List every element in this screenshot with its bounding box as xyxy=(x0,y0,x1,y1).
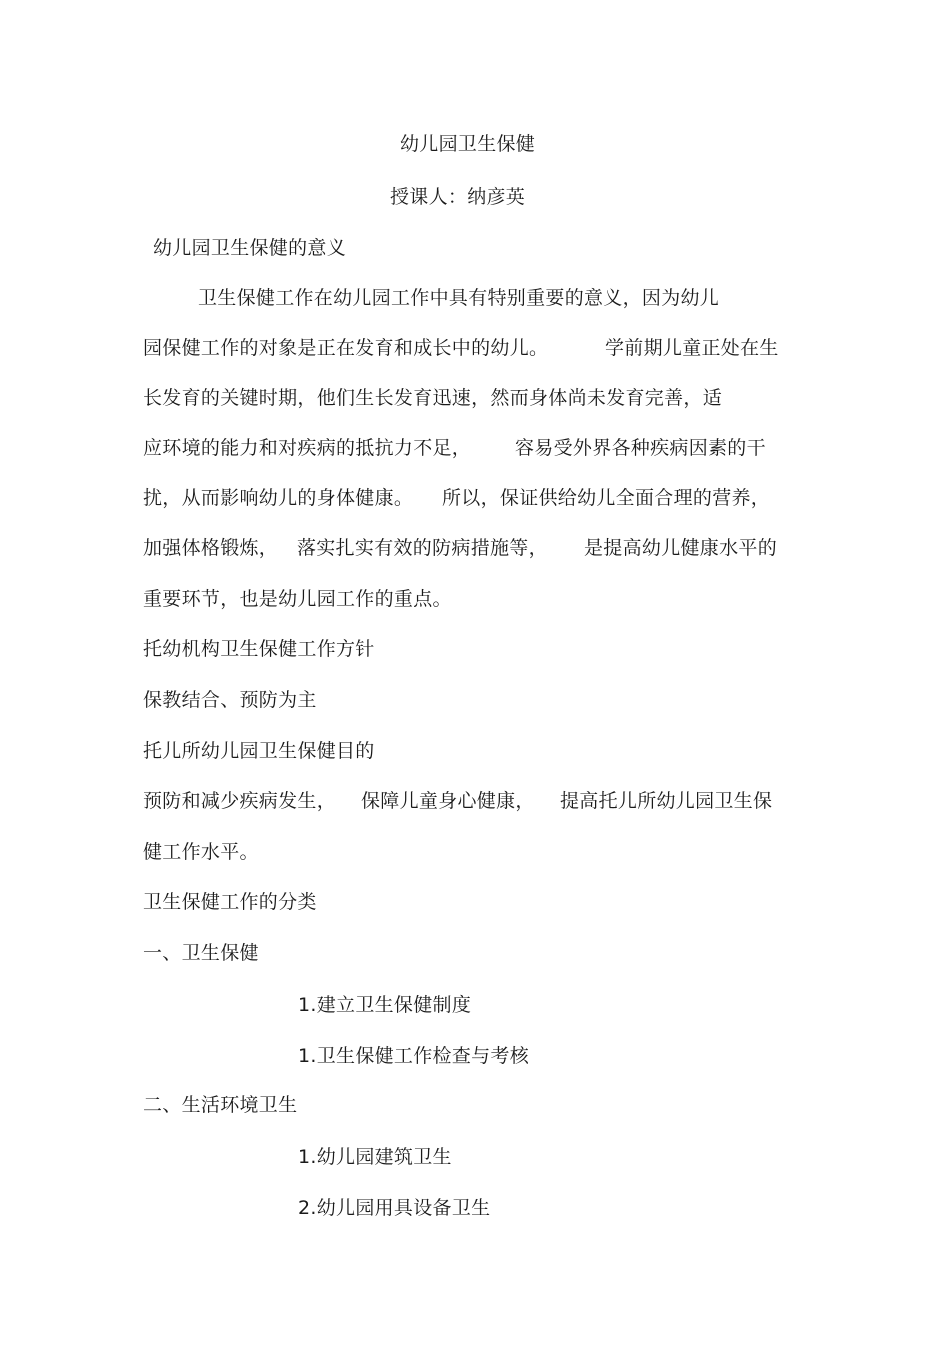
page-title: 幼儿园卫生保健 xyxy=(400,133,536,155)
text-segment: 容易受外界各种疾病因素的干 xyxy=(515,437,766,459)
text-segment: 提高托儿所幼儿园卫生保 xyxy=(560,790,773,812)
section-heading-policy: 托幼机构卫生保健工作方针 xyxy=(143,638,375,660)
section-heading-significance: 幼儿园卫生保健的意义 xyxy=(153,237,347,259)
text-segment: 健工作水平。 xyxy=(143,841,259,863)
text-segment: 是提高幼儿健康水平的 xyxy=(584,537,778,559)
text-segment: 所以，保证供给幼儿全面合理的营养， xyxy=(442,487,771,509)
list-item: 1.建立卫生保健制度 xyxy=(298,994,472,1016)
list-item: 1.幼儿园建筑卫生 xyxy=(298,1146,452,1168)
lecturer-line: 授课人：纳彦英 xyxy=(390,186,526,208)
policy-text: 保教结合、预防为主 xyxy=(143,689,317,711)
section-heading-purpose: 托儿所幼儿园卫生保健目的 xyxy=(143,740,375,762)
text-segment: 长发育的关键时期，他们生长发育迅速，然而身体尚未发育完善，适 xyxy=(143,387,723,409)
text-segment: 卫生保健工作在幼儿园工作中具有特别重要的意义，因为幼儿 xyxy=(198,287,720,309)
section-heading-classification: 卫生保健工作的分类 xyxy=(143,891,317,913)
text-segment: 园保健工作的对象是正在发育和成长中的幼儿。 xyxy=(143,337,549,359)
category-heading: 二、生活环境卫生 xyxy=(143,1094,298,1116)
text-segment: 扰，从而影响幼儿的身体健康。 xyxy=(143,487,414,509)
text-segment: 加强体格锻炼， xyxy=(143,537,279,559)
text-segment: 应环境的能力和对疾病的抵抗力不足， xyxy=(143,437,472,459)
text-segment: 预防和减少疾病发生， xyxy=(143,790,337,812)
text-segment: 重要环节，也是幼儿园工作的重点。 xyxy=(143,588,452,610)
category-heading: 一、卫生保健 xyxy=(143,942,259,964)
list-item: 1.卫生保健工作检查与考核 xyxy=(298,1045,530,1067)
text-segment: 学前期儿童正处在生 xyxy=(605,337,779,359)
text-segment: 保障儿童身心健康， xyxy=(361,790,535,812)
text-segment: 落实扎实有效的防病措施等， xyxy=(297,537,548,559)
list-item: 2.幼儿园用具设备卫生 xyxy=(298,1197,491,1219)
